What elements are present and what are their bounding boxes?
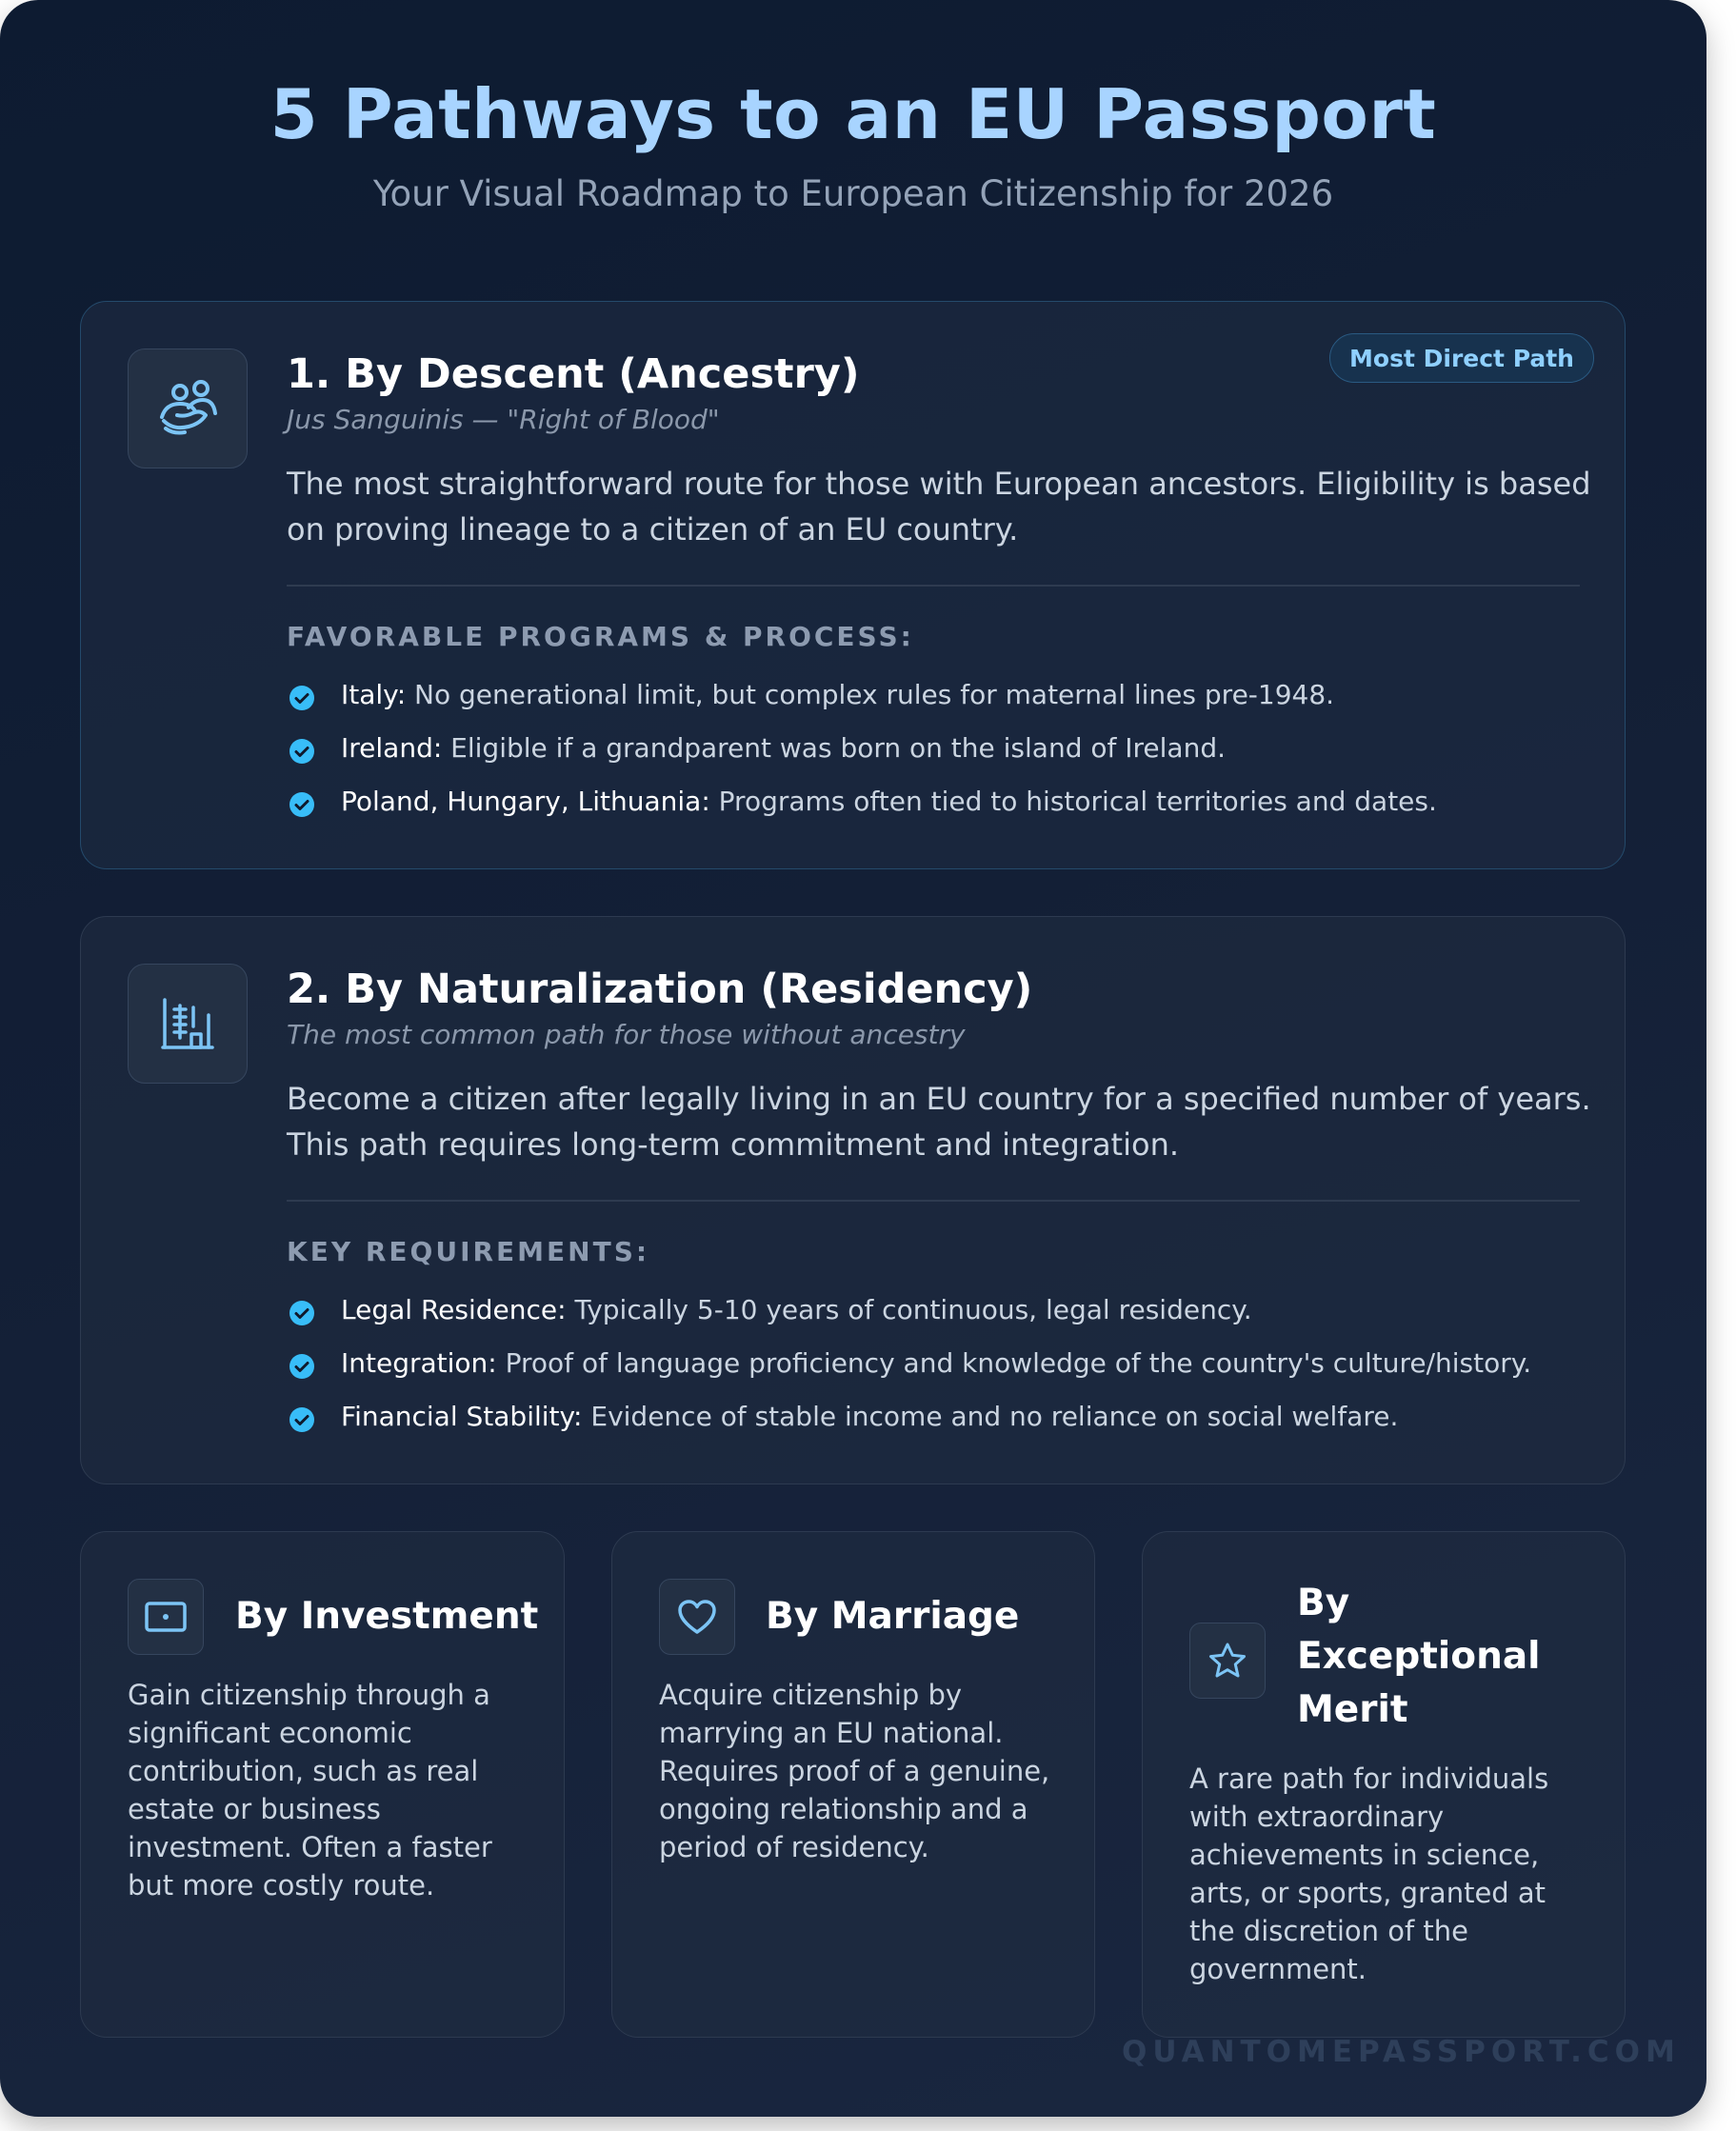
merit-title-line: By [1297,1582,1350,1624]
check-circle-icon [289,738,315,765]
naturalization-list [289,1284,1531,1444]
naturalization-divider [287,1200,1580,1202]
naturalization-title: 2. By Naturalization (Residency) [287,966,1033,1013]
merit-icon-box [1189,1623,1266,1699]
list-item [289,668,1437,722]
descent-title: 1. By Descent (Ancestry) [287,350,860,398]
naturalization-subtitle: The most common path for those without ancestry [287,1019,966,1050]
list-item-text: Evidence of stable income and no reliance on social welfare. [582,1401,1399,1432]
list-item [289,1337,1531,1390]
check-circle-icon [289,1353,315,1380]
list-item-term: Integration: [341,1347,497,1379]
naturalization-icon-box [128,964,248,1084]
family-icon [156,379,219,438]
marriage-icon-box [659,1579,735,1655]
list-item [289,1390,1531,1444]
list-item-term: Poland, Hungary, Lithuania: [341,786,710,817]
list-item-term: Financial Stability: [341,1401,583,1432]
merit-title-line: Exceptional [1297,1635,1541,1678]
merit-title-line: Merit [1297,1688,1408,1731]
marriage-description: Acquire citizenship by marrying an EU national. Requires proof of a genuine, ongoing relationship and a period of residency. [659,1679,1050,1863]
most-direct-badge: Most Direct Path [1329,333,1594,383]
descent-icon-box [128,349,248,468]
list-item-term: Ireland: [341,732,443,764]
marriage-title: By Marriage [766,1595,1020,1638]
investment-description: Gain citizenship through a significant economic contribution, such as real estate or business investment. Often a faster but more costly route. [128,1679,492,1902]
naturalization-description: Become a citizen after legally living in an EU country for a specified number of years. This path requires long-term commitment and integration. [287,1081,1591,1163]
list-item-term: Legal Residence: [341,1294,567,1325]
list-item-text: No generational limit, but complex rules for maternal lines pre-1948. [406,679,1335,710]
list-item-text: Proof of language proficiency and knowledge of the country's culture/history. [496,1347,1532,1379]
descent-section-label: FAVORABLE PROGRAMS & PROCESS: [287,621,914,652]
check-circle-icon [289,1406,315,1433]
list-item-text: Typically 5-10 years of continuous, legal residency. [566,1294,1252,1325]
descent-subtitle: Jus Sanguinis — "Right of Blood" [287,404,720,435]
check-circle-icon [289,791,315,818]
building-icon [159,996,216,1051]
naturalization-section-label: KEY REQUIREMENTS: [287,1236,650,1267]
investment-title: By Investment [235,1595,539,1638]
list-item-term: Italy: [341,679,407,710]
list-item [289,775,1437,828]
list-item [289,722,1437,775]
descent-list [289,668,1437,828]
star-icon [1207,1642,1247,1680]
merit-title [1297,1577,1541,1737]
investment-icon-box [128,1579,204,1655]
check-circle-icon [289,1300,315,1326]
list-item [289,1284,1531,1337]
list-item-text: Programs often tied to historical territories and dates. [709,786,1437,817]
check-circle-icon [289,685,315,711]
descent-description: The most straightforward route for those with European ancestors. Eligibility is based on proving lineage to a citizen of an EU country. [287,466,1591,548]
money-icon [144,1601,188,1633]
heart-icon [677,1599,717,1635]
descent-divider [287,585,1580,587]
page-subtitle: Your Visual Roadmap to European Citizenship for 2026 [372,173,1334,214]
site-watermark: QUANTOMEPASSPORT.COM [1122,2035,1681,2069]
merit-description: A rare path for individuals with extraordinary achievements in science, arts, or sports, granted at the discretion of the government. [1189,1763,1549,1985]
list-item-text: Eligible if a grandparent was born on the island of Ireland. [442,732,1226,764]
page-title: 5 Pathways to an EU Passport [269,74,1437,154]
